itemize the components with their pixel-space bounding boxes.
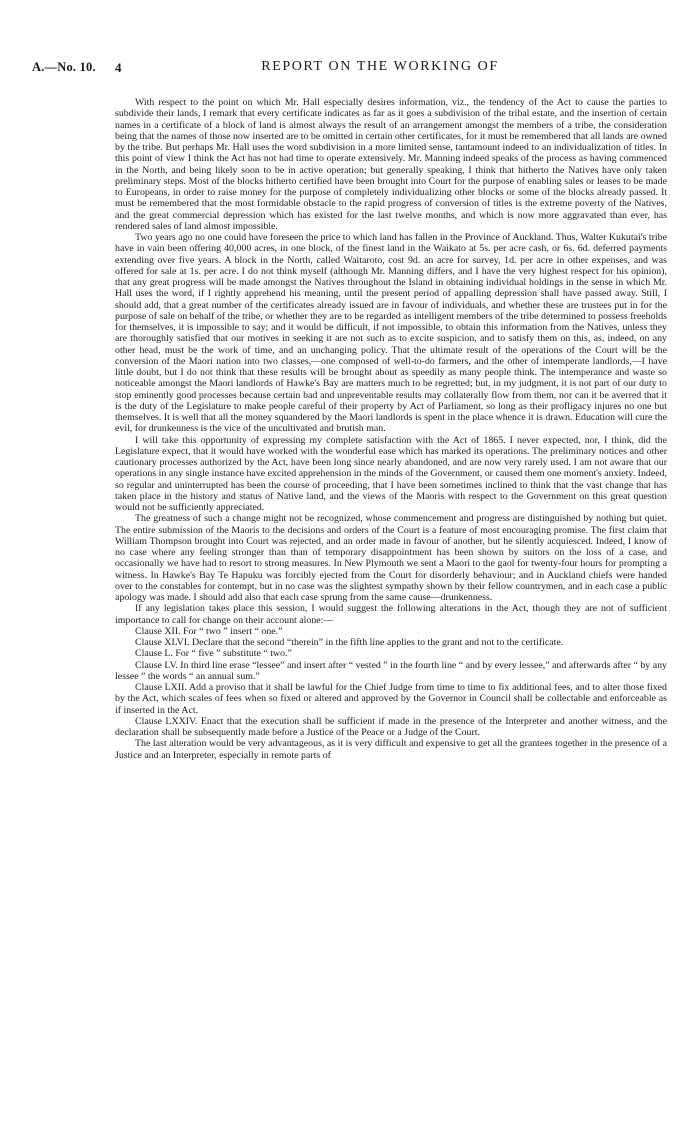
- paragraph-land-prices: Two years ago no one could have foreseen the price to which land has fallen in the Province of Auckland. Thus, Walter Kukutai's tribe have in vain been offering 40,000 acres, in one block, of the finest land in the Waikato at 5s. per acre cash, or 6s. 6d. deferred payments extending over five years. A block in the North, called Waitaroto, cost 9d. an acre for survey, 1d. per acre in other expenses, and was offered for sale at 1s. per acre. I do not think myself (although Mr. Manning differs, and I have the very highest respect for his opinion), that any great progress will be made amongst the Natives throughout the Island in obtaining individual holdings in the sense in which Mr. Hall uses the word, if I rightly apprehend his meaning, until the present period of appalling depression shall have passed away. Still, I should add, that a great number of the certificates already issued are in favour of individuals, and whether these are trustees put in for the purpose of sale on behalf of the tribe, or whether they are to be regarded as intelligent members of the tribe determined to possess freeholds for themselves, it is impossible to say; and it would be difficult, if not impossible, to obtain this information from the Natives, unless they are thoroughly satisfied that our motives in seeking it are not such as to excite suspicion, and to satisfy them on this, as, indeed, on any other head, must be the work of time, and an unchanging policy. That the ultimate result of the operations of the Court will be the conversion of the Maori nation into two classes,—one composed of well-to-do farmers, and the other of intemperate landlords,—I have little doubt, but I do not think that these results will be brought about as speedily as many people think. The intemperance and waste so noticeable amongst the Maori landlords of Hawke's Bay are matters much to be regretted; but, in my judgment, it is not part of our duty to stop eminently good processes because certain bad and unpreventable results may collaterally flow from them, nor can it be averred that it is the duty of the Legislature to make people careful of their property by Act of Parliament, so long as their profligacy injures no one but themselves. It is well that all the money squandered by the Maori landlords is spent in the place whence it is drawn. Education will cure the evil, for drunkenness is the vice of the uncultivated and brutish man.: [115, 232, 667, 435]
- running-title: REPORT ON THE WORKING OF: [261, 59, 499, 74]
- clause-xlvi: Clause XLVI. Declare that the second “therein” in the fifth line applies to the grant and not to the certificate.: [135, 637, 564, 648]
- clause-lxii: Clause LXII. Add a proviso that it shall be lawful for the Chief Judge from time to time to fix additional fees, and to alter those fixed by the Act, which scales of fees when so fixed or altered and approved by the Governor in Council shall be collectable and enforceable as if inserted in the Act.: [115, 682, 667, 716]
- clause-lxxiv: Clause LXXIV. Enact that the execution shall be sufficient if made in the presence of the Interpreter and another witness, and the declaration shall be subsequently made before a Justice of the Peace or a Judge of the Court.: [115, 715, 667, 738]
- paragraph-subdivision: With respect to the point on which Mr. Hall especially desires information, viz., the tendency of the Act to cause the parties to subdivide their lands, I remark that every certificate indicates as far as it goes a subdivision of the tribal estate, and the insertion of certain names in a certificate of a block of land is almost always the result of an arrangement amongst the members of a tribe, the consideration being that the names of those now inserted are to be omitted in certain other certificates, for it must be remembered that all lands are owned by the tribe. But perhaps Mr. Hall uses the word subdivision in a more limited sense, tantamount indeed to an individualization of titles. In this point of view I think the Act has not had time to operate extensively. Mr. Manning indeed speaks of the process as having commenced in the North, and being likely soon to be in active operation; but generally speaking, I think that hitherto the Natives have only taken preliminary steps. Most of the blocks hitherto certified have been brought into Court for the purpose of enabling sales or leases to be made to Europeans, in order to raise money for the purpose of completely individualizing other blocks or some of the blocks already passed. It must be remembered that the most formidable obstacle to the rapid progress of conversion of titles is the extreme poverty of the Natives, and the great commercial depression which has existed for the last twelve months, and which is now more aggravated than ever, has rendered sales of land almost impossible.: [115, 97, 667, 232]
- paragraph-act-satisfaction: I will take this opportunity of expressing my complete satisfaction with the Act of 1865. I never expected, nor, I think, did the Legislature expect, that it would have worked with the wonderful ease which has marked its operations. The preliminary notices and other cautionary processes authorized by the Act, have been long since nearly abandoned, and are now very rarely used. I am not aware that our operations in any single instance have excited apprehension in the minds of the Government, or caused them one moment's anxiety. Indeed, so regular and uninterrupted has been the course of proceeding, that I have been sometimes inclined to think that the vast change that has taken place in the history and status of Native land, and the views of the Maoris with respect to the Government on this great question would not be sufficiently appreciated.: [115, 434, 667, 513]
- document-reference: A.—No. 10.: [32, 60, 96, 74]
- clause-lv: Clause LV. In third line erase “lessee” and insert after “ vested ” in the fourth line “ and by every lessee,” and afterwards after “ by any lessee ” the words “ an annual sum.”: [115, 659, 667, 682]
- page-header: [32, 60, 668, 78]
- paragraph-legislation-intro: If any legislation takes place this session, I would suggest the following alterations in the Act, though they are not of sufficient importance to call for change on their account alone:—: [115, 603, 667, 626]
- report-body: [115, 97, 667, 761]
- clause-xii: Clause XII. For “ two ” insert “ one.”: [135, 625, 283, 637]
- paragraph-court-submission: The greatness of such a change might not be recognized, whose commencement and progress are distinguished by nothing but quiet. The entire submission of the Maoris to the decisions and orders of the Court is a feature of most encouraging promise. The first claim that William Thompson brought into Court was rejected, and an order made in favour of another, but he silently acquiesced. Indeed, I know of no case where any feeling stronger than than of temporary disappointment has been shown by suitors on the loss of a case, and occasionally we have had to resort to strong measures. In New Plymouth we sent a Maori to the gaol for twenty-four hours for prompting a witness. In Hawke's Bay Te Hapuku was forcibly ejected from the Court for disorderly behaviour; and in Auckland chiefs were handed over to the constables for contempt, but in no case was the slightest sympathy shown by their fellow countrymen, and in each case a public apology was made. I should add also that each case sprung from the same cause—drunkenness.: [115, 513, 667, 603]
- page-number: 4: [115, 60, 122, 75]
- paragraph-closing: The last alteration would be very advantageous, as it is very difficult and expensive to get all the grantees together in the presence of a Justice and an Interpreter, especially in remote parts of: [115, 738, 667, 761]
- clause-l: Clause L. For “ five ” substitute “ two.”: [135, 648, 292, 660]
